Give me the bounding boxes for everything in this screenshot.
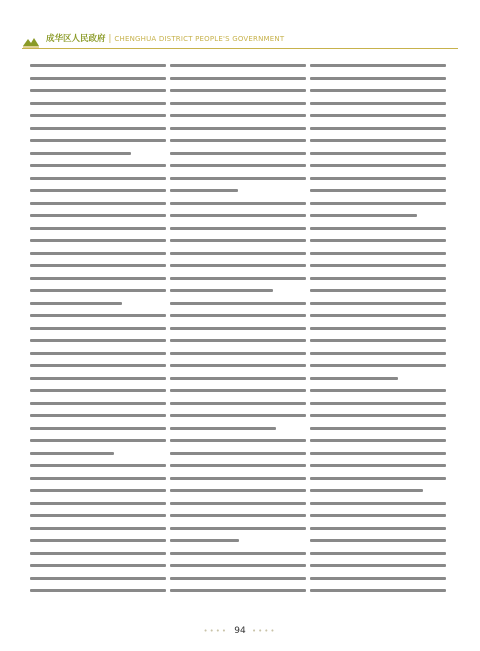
text-line xyxy=(30,202,166,205)
text-line xyxy=(170,127,306,130)
text-line xyxy=(30,389,166,392)
text-line xyxy=(30,227,166,230)
text-line xyxy=(170,152,306,155)
text-line xyxy=(310,164,446,167)
text-line xyxy=(310,377,398,380)
text-line xyxy=(310,114,446,117)
text-line xyxy=(310,552,446,555)
text-line xyxy=(30,527,166,530)
text-line xyxy=(170,114,306,117)
text-line xyxy=(170,277,306,280)
text-line xyxy=(30,339,166,342)
text-line xyxy=(30,402,166,405)
text-line xyxy=(170,539,239,542)
text-line xyxy=(30,414,166,417)
text-line xyxy=(170,489,306,492)
text-line xyxy=(170,239,306,242)
text-line xyxy=(170,389,306,392)
text-line xyxy=(310,427,446,430)
text-line xyxy=(310,402,446,405)
running-head xyxy=(46,32,446,46)
text-line xyxy=(310,314,446,317)
page-header xyxy=(22,32,458,48)
text-line xyxy=(310,564,446,567)
text-line xyxy=(310,327,446,330)
text-line xyxy=(30,252,166,255)
text-line xyxy=(170,64,306,67)
text-line xyxy=(30,177,166,180)
text-line xyxy=(170,252,306,255)
text-line xyxy=(30,577,166,580)
text-line xyxy=(30,239,166,242)
text-line xyxy=(30,514,166,517)
text-column-3 xyxy=(310,64,446,604)
text-line xyxy=(310,102,446,105)
section-title-en: CHENGHUA DISTRICT PEOPLE'S GOVERNMENT xyxy=(114,35,285,43)
text-line xyxy=(30,64,166,67)
text-line xyxy=(310,302,446,305)
text-line xyxy=(30,352,166,355)
text-line xyxy=(30,589,166,592)
text-line xyxy=(310,89,446,92)
text-line xyxy=(170,377,306,380)
text-line xyxy=(310,227,446,230)
footer-ornament-left: •••• xyxy=(203,627,228,635)
text-line xyxy=(170,577,306,580)
text-line xyxy=(30,152,131,155)
text-column-1 xyxy=(30,64,166,604)
text-line xyxy=(170,264,306,267)
text-line xyxy=(170,202,306,205)
text-line xyxy=(310,77,446,80)
text-line xyxy=(170,552,306,555)
text-line xyxy=(310,502,446,505)
page-footer xyxy=(0,624,480,638)
text-line xyxy=(30,314,166,317)
text-line xyxy=(30,502,166,505)
text-line xyxy=(310,452,446,455)
text-line xyxy=(310,214,417,217)
text-line xyxy=(310,152,446,155)
text-line xyxy=(30,102,166,105)
text-line xyxy=(30,564,166,567)
text-line xyxy=(310,364,446,367)
header-rule xyxy=(22,48,458,49)
text-line xyxy=(170,514,306,517)
text-line xyxy=(310,264,446,267)
text-line xyxy=(170,439,306,442)
text-line xyxy=(30,214,166,217)
text-line xyxy=(170,327,306,330)
text-line xyxy=(170,139,306,142)
text-line xyxy=(170,477,306,480)
text-line xyxy=(170,402,306,405)
text-line xyxy=(310,64,446,67)
title-separator: | xyxy=(108,34,112,44)
text-line xyxy=(170,427,276,430)
text-line xyxy=(170,189,238,192)
text-line xyxy=(310,177,446,180)
text-line xyxy=(170,289,273,292)
text-line xyxy=(310,239,446,242)
text-line xyxy=(170,352,306,355)
text-line xyxy=(310,514,446,517)
text-line xyxy=(30,127,166,130)
text-line xyxy=(170,102,306,105)
text-line xyxy=(30,427,166,430)
text-line xyxy=(310,352,446,355)
text-line xyxy=(310,414,446,417)
text-line xyxy=(170,214,306,217)
text-line xyxy=(30,539,166,542)
text-line xyxy=(310,339,446,342)
text-line xyxy=(30,289,166,292)
text-line xyxy=(310,277,446,280)
text-line xyxy=(30,364,166,367)
text-line xyxy=(170,527,306,530)
text-line xyxy=(310,527,446,530)
text-line xyxy=(310,202,446,205)
text-line xyxy=(170,89,306,92)
text-line xyxy=(30,189,166,192)
text-line xyxy=(310,577,446,580)
text-line xyxy=(30,552,166,555)
text-line xyxy=(170,164,306,167)
text-line xyxy=(170,364,306,367)
text-line xyxy=(170,464,306,467)
text-column-2 xyxy=(170,64,306,604)
text-line xyxy=(30,302,122,305)
text-line xyxy=(170,589,306,592)
text-line xyxy=(170,414,306,417)
text-line xyxy=(310,189,446,192)
text-line xyxy=(30,139,166,142)
text-line xyxy=(310,589,446,592)
text-line xyxy=(30,164,166,167)
text-line xyxy=(170,302,306,305)
text-line xyxy=(170,564,306,567)
text-line xyxy=(30,277,166,280)
text-line xyxy=(310,139,446,142)
text-line xyxy=(30,377,166,380)
text-line xyxy=(30,327,166,330)
text-line xyxy=(30,489,166,492)
text-line xyxy=(30,264,166,267)
text-line xyxy=(310,539,446,542)
text-line xyxy=(30,77,166,80)
text-line xyxy=(170,314,306,317)
text-line xyxy=(30,464,166,467)
text-line xyxy=(30,89,166,92)
text-line xyxy=(310,439,446,442)
text-line xyxy=(170,452,306,455)
text-line xyxy=(30,477,166,480)
text-line xyxy=(170,339,306,342)
district-emblem-icon xyxy=(22,33,40,45)
page-number: 94 xyxy=(234,626,246,636)
text-line xyxy=(310,252,446,255)
text-line xyxy=(170,77,306,80)
text-line xyxy=(170,177,306,180)
text-line xyxy=(170,227,306,230)
text-line xyxy=(310,389,446,392)
text-line xyxy=(30,114,166,117)
section-title-cn: 成华区人民政府 xyxy=(46,34,106,44)
text-line xyxy=(310,477,446,480)
footer-ornament-right: •••• xyxy=(252,627,277,635)
text-line xyxy=(310,489,423,492)
text-line xyxy=(170,502,306,505)
text-line xyxy=(310,464,446,467)
text-line xyxy=(310,127,446,130)
text-line xyxy=(30,452,114,455)
text-line xyxy=(310,289,446,292)
text-line xyxy=(30,439,166,442)
